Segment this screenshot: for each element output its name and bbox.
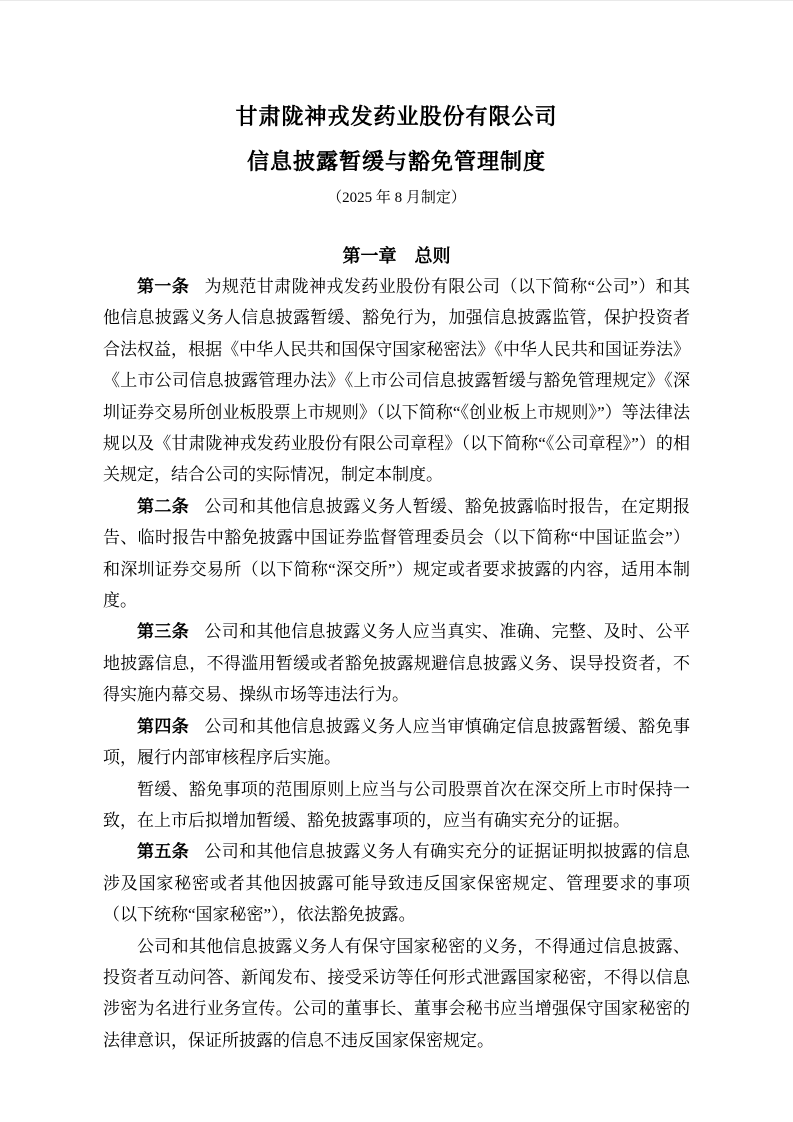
article-paragraph — [103, 836, 690, 930]
article-paragraph — [103, 616, 690, 710]
chapter-heading: 第一章 总则 — [342, 246, 451, 266]
article-label: 第三条 — [137, 622, 190, 642]
article-label: 第二条 — [137, 496, 190, 516]
article-paragraph — [103, 271, 690, 491]
continuation-paragraph — [103, 774, 690, 837]
article-paragraph — [103, 491, 690, 617]
article-text: 公司和其他信息披露义务人暂缓、豁免披露临时报告，在定期报告、临时报告中豁免披露中国证券监督管理委员会（以下简称“中国证监会”）和深圳证券交易所（以下简称“深交所”）规定或者要求披露的内容，适用本制度。 — [103, 496, 691, 611]
continuation-paragraph — [103, 931, 690, 1057]
doc-date-note: （2025 年 8 月制定） — [327, 190, 466, 206]
article-text: 公司和其他信息披露义务人有确实充分的证据证明拟披露的信息涉及国家秘密或者其他因披露可能导致违反国家保密规定、管理要求的事项（以下统称“国家秘密”），依法豁免披露。 — [103, 842, 691, 925]
article-text: 为规范甘肃陇神戎发药业股份有限公司（以下简称“公司”）和其他信息披露义务人信息披露暂缓、豁免行为，加强信息披露监管，保护投资者合法权益，根据《中华人民共和国保守国家秘密法》《中华人民共和国证券法》《上市公司信息披露管理办法》《上市公司信息披露暂缓与豁免管理规定》《深圳证券交易所创业板股票上市规则》（以下简称“《创业板上市规则》”）等法律法规以及《甘肃陇神戎发药业股份有限公司章程》（以下简称“《公司章程》”）的相关规定，结合公司的实际情况，制定本制度。 — [103, 277, 691, 485]
doc-subtitle: 信息披露暂缓与豁免管理制度 — [246, 149, 546, 174]
article-text: 公司和其他信息披露义务人应当审慎确定信息披露暂缓、豁免事项，履行内部审核程序后实施。 — [103, 716, 691, 768]
article-text: 暂缓、豁免事项的范围原则上应当与公司股票首次在深交所上市时保持一致，在上市后拟增加暂缓、豁免披露事项的，应当有确实充分的证据。 — [103, 779, 690, 830]
doc-title: 甘肃陇神戎发药业股份有限公司 — [235, 104, 558, 129]
article-label: 第一条 — [137, 277, 190, 296]
article-text: 公司和其他信息披露义务人应当真实、准确、完整、及时、公平地披露信息，不得滥用暂缓或者豁免披露规避信息披露义务、误导投资者，不得实施内幕交易、操纵市场等违法行为。 — [103, 622, 691, 705]
article-label: 第五条 — [137, 842, 190, 862]
article-label: 第四条 — [137, 716, 190, 736]
document-body — [103, 271, 690, 1056]
article-paragraph — [103, 711, 690, 774]
article-text: 公司和其他信息披露义务人有保守国家秘密的义务，不得通过信息披露、投资者互动问答、新闻发布、接受采访等任何形式泄露国家秘密，不得以信息涉密为名进行业务宣传。公司的董事长、董事会秘书应当增强保守国家秘密的法律意识，保证所披露的信息不违反国家保密规定。 — [103, 936, 690, 1050]
